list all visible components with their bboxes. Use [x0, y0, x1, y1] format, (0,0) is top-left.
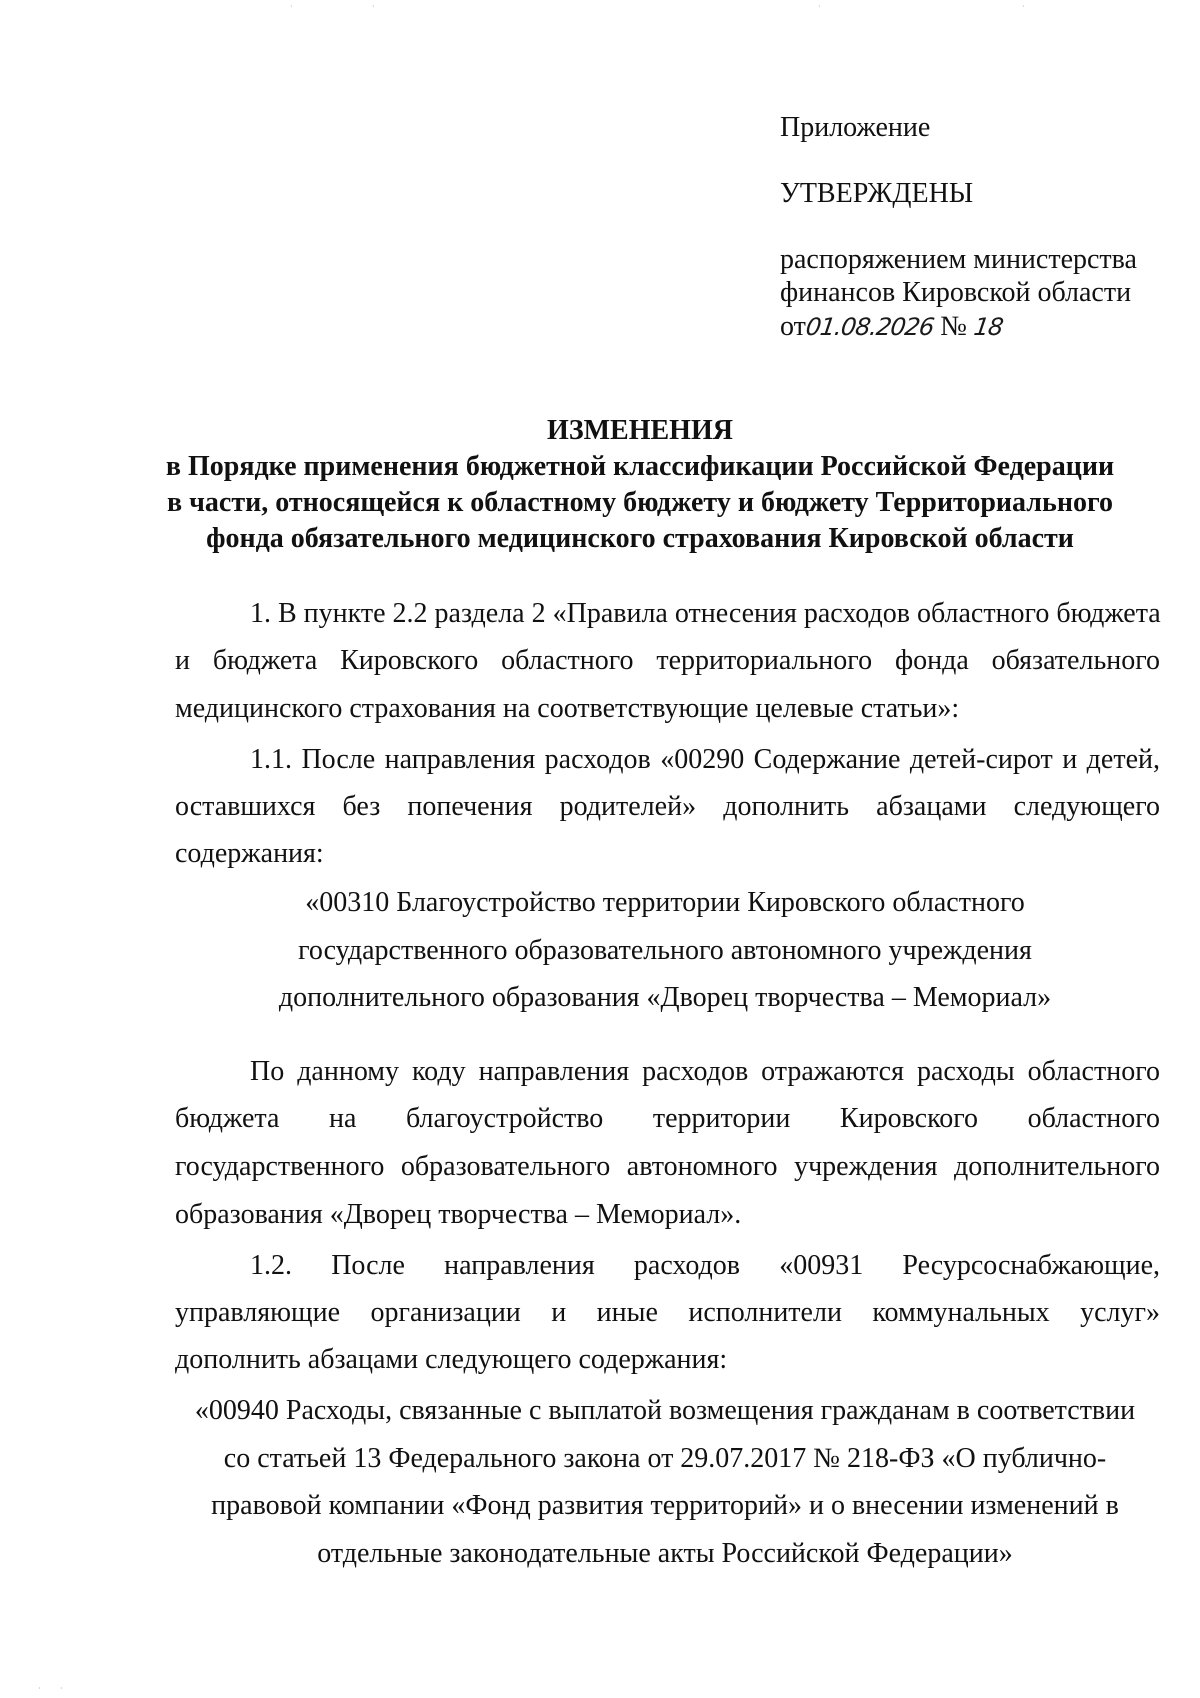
- number-prefix: №: [940, 311, 968, 342]
- paragraph-1-line2: и бюджета Кировского областного территориального фонда обязательного: [175, 645, 1160, 676]
- scan-speck: ·: [60, 1684, 63, 1693]
- scan-speck: ·: [1022, 2, 1025, 11]
- paragraph-1-2-line2: управляющие организации и иные исполнители коммунальных услуг»: [175, 1297, 1160, 1328]
- scan-speck: ·: [38, 1684, 41, 1693]
- code-00310-line2: государственного образовательного автономного учреждения: [298, 935, 1032, 966]
- approval-authority-line2: финансов Кировской области: [780, 277, 1132, 308]
- description-line1: По данному коду направления расходов отражаются расходы областного: [250, 1056, 1160, 1087]
- document-title-line1: в Порядке применения бюджетной классификации Российской Федерации: [165, 451, 1115, 482]
- approval-authority-line1: распоряжением министерства: [780, 244, 1137, 275]
- code-00940-line3: правовой компании «Фонд развития территорий» и о внесении изменений в: [211, 1490, 1119, 1521]
- code-00940-line4: отдельные законодательные акты Российской Федерации»: [317, 1538, 1013, 1569]
- description-line3: государственного образовательного автономного учреждения дополнительного: [175, 1151, 1160, 1182]
- document-heading: ИЗМЕНЕНИЯ: [547, 415, 733, 446]
- code-00940-line2: со статьей 13 Федерального закона от 29.07.2017 № 218-ФЗ «О публично-: [223, 1443, 1107, 1474]
- document-title-line3: фонда обязательного медицинского страхования Кировской области: [206, 523, 1074, 554]
- approved-label: УТВЕРЖДЕНЫ: [780, 178, 974, 209]
- scan-speck: ·: [372, 2, 375, 11]
- code-00310-line1: «00310 Благоустройство территории Кировского областного: [305, 887, 1025, 918]
- paragraph-1-1-line3: содержания:: [175, 838, 324, 869]
- paragraph-1-line3: медицинского страхования на соответствующие целевые статьи»:: [175, 693, 960, 724]
- scan-speck: ·: [818, 2, 821, 11]
- approval-date-line: [780, 311, 1003, 343]
- paragraph-1-2-line1: 1.2. После направления расходов «00931 Ресурсоснабжающие,: [250, 1250, 1160, 1281]
- appendix-label: Приложение: [780, 112, 931, 143]
- paragraph-1-1-line1: 1.1. После направления расходов «00290 Содержание детей-сирот и детей,: [250, 744, 1160, 775]
- code-00940-line1: «00940 Расходы, связанные с выплатой возмещения гражданам в соответствии: [194, 1395, 1136, 1426]
- code-00310-line3: дополнительного образования «Дворец творчества – Мемориал»: [278, 982, 1052, 1013]
- scan-speck: ·: [290, 2, 293, 11]
- paragraph-1-2-line3: дополнить абзацами следующего содержания:: [175, 1344, 728, 1375]
- date-prefix: от: [780, 311, 806, 342]
- description-line4: образования «Дворец творчества – Мемориал».: [175, 1199, 742, 1230]
- paragraph-1-1-line2: оставшихся без попечения родителей» дополнить абзацами следующего: [175, 791, 1160, 822]
- handwritten-date: 01.08.2026: [803, 313, 936, 341]
- paragraph-1-line1: 1. В пункте 2.2 раздела 2 «Правила отнесения расходов областного бюджета: [250, 598, 1161, 629]
- document-title-line2: в части, относящейся к областному бюджету и бюджету Территориального: [167, 487, 1113, 518]
- description-line2: бюджета на благоустройство территории Кировского областного: [175, 1103, 1160, 1134]
- handwritten-number: 18: [972, 313, 1005, 341]
